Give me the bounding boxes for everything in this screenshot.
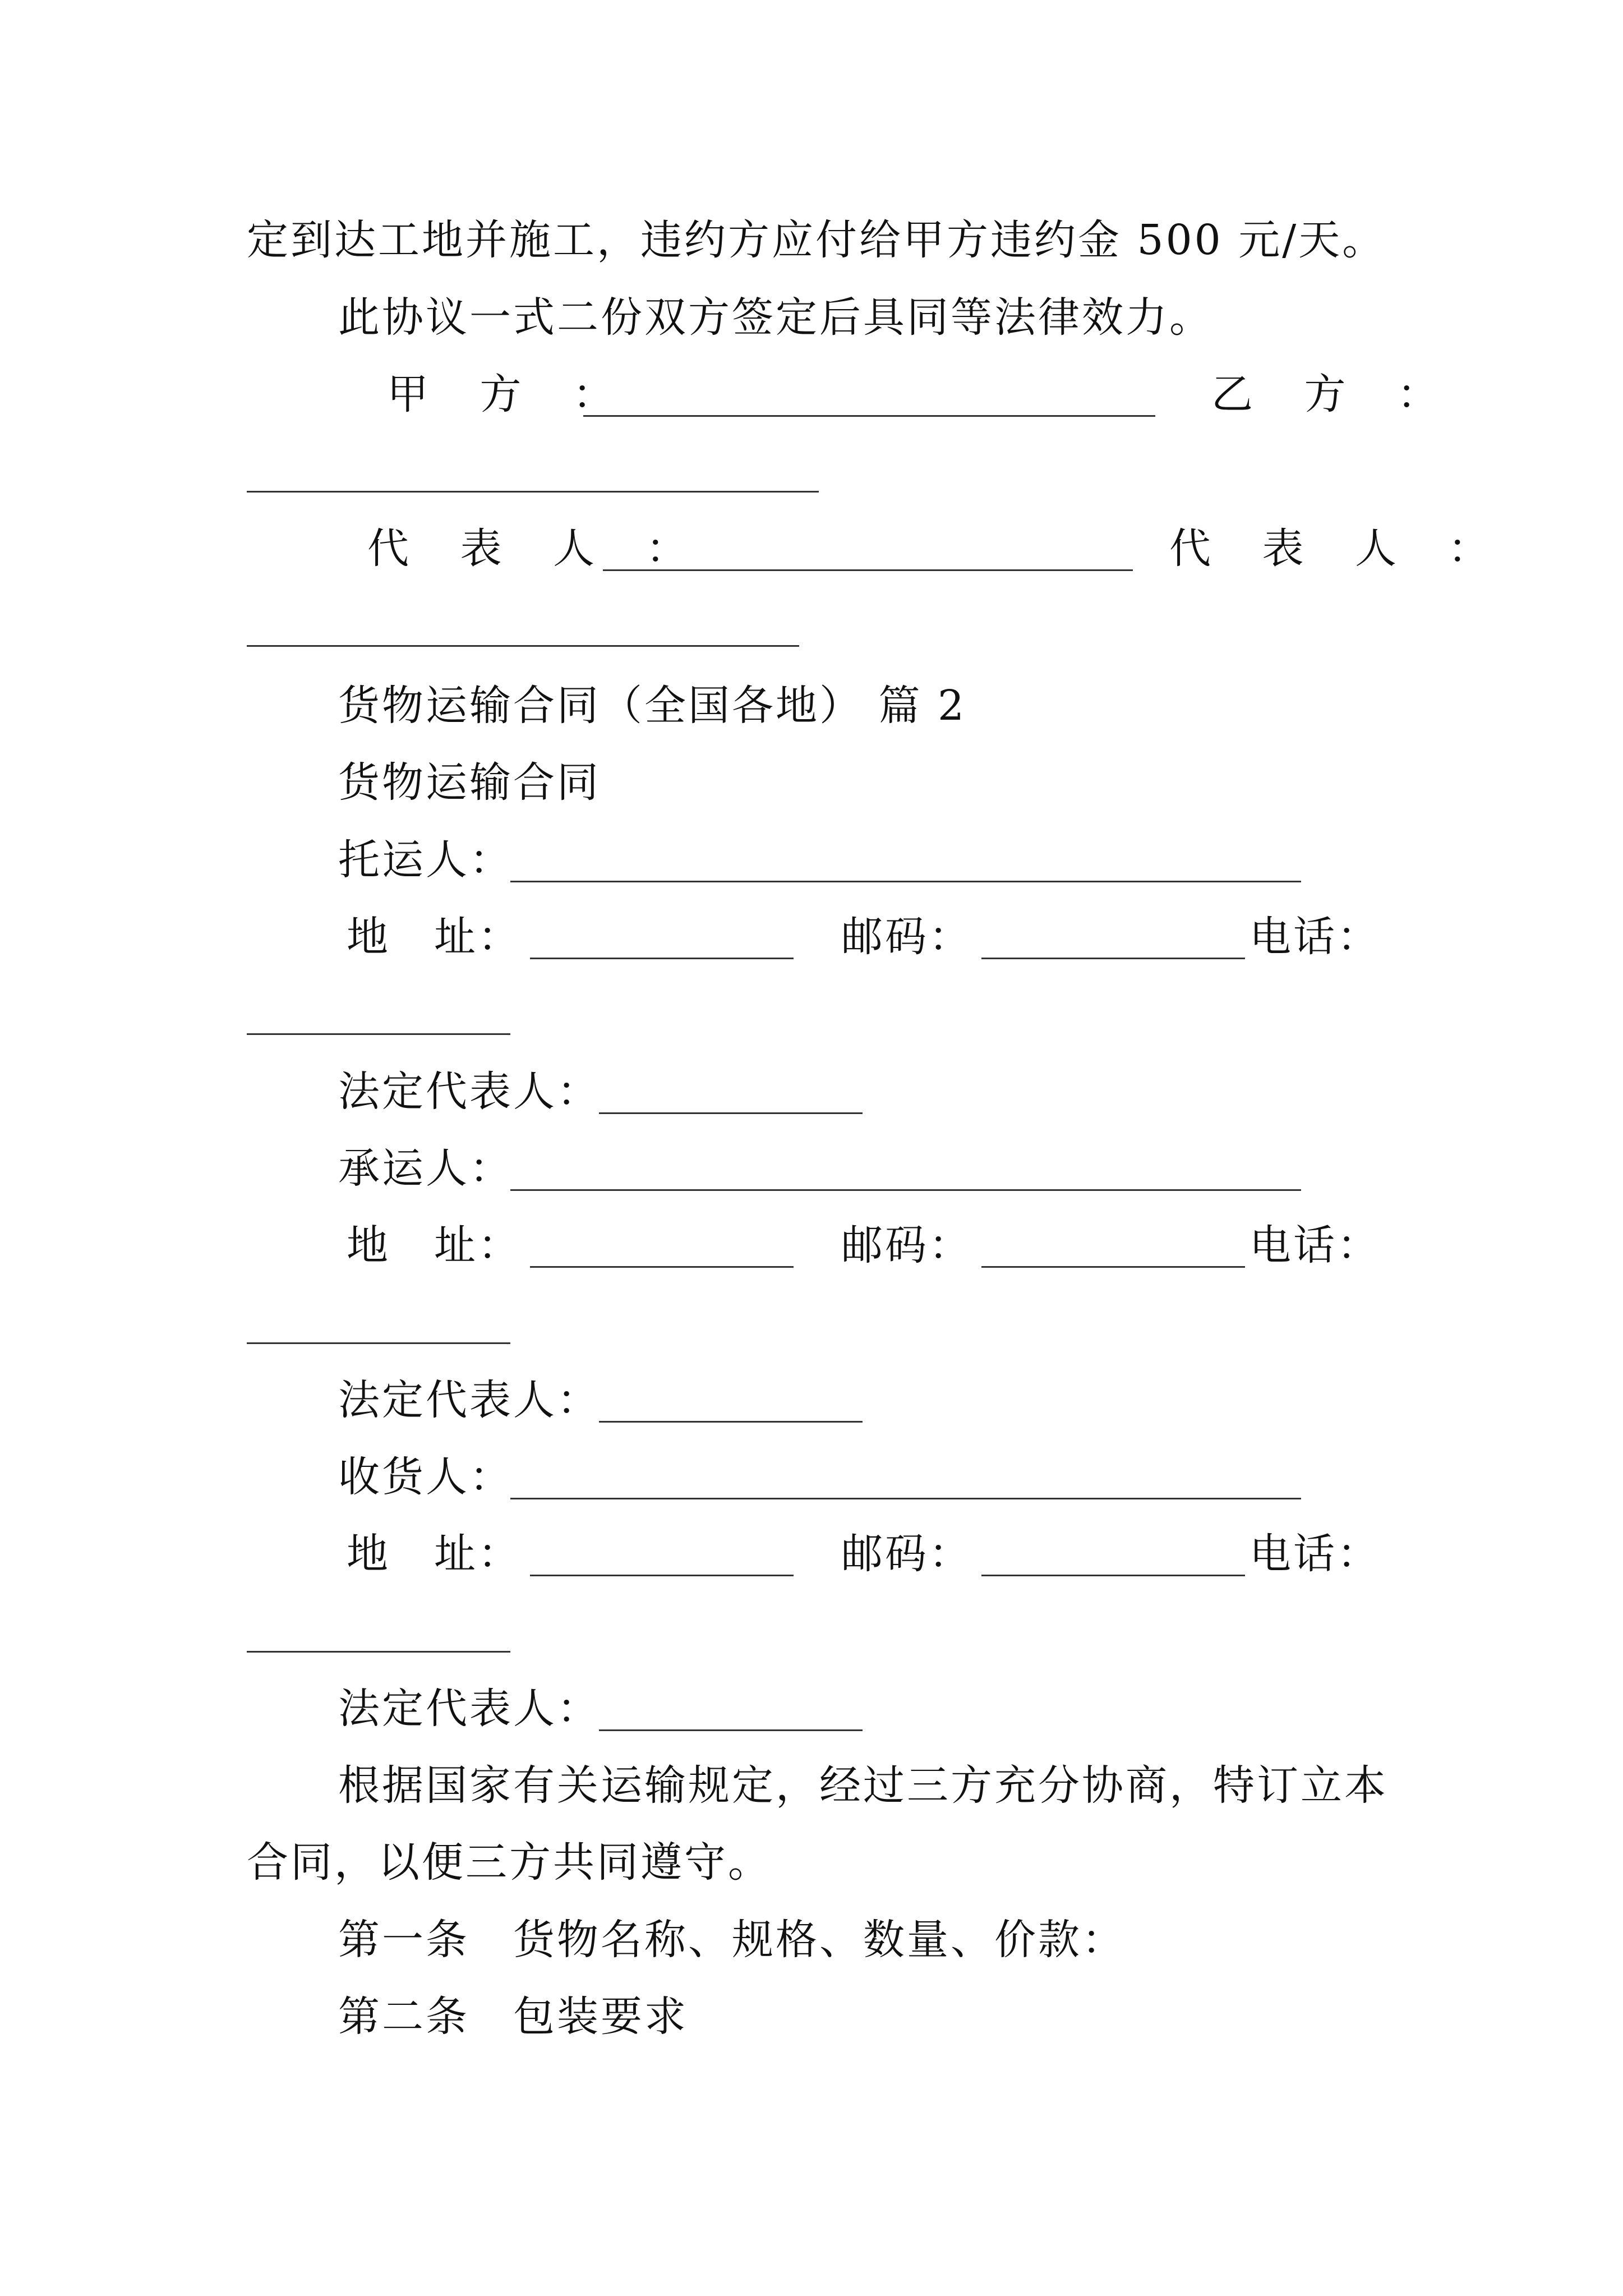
consignee-label: 收货人： xyxy=(338,1453,513,1501)
consignee-postcode-label: 邮码： xyxy=(841,1530,972,1578)
carrier-phone-label: 电话： xyxy=(1249,1221,1381,1269)
shipper-blank[interactable] xyxy=(510,881,1301,882)
party-b-label: 乙 方 ： xyxy=(1211,370,1458,418)
consignee-phone-label: 电话： xyxy=(1249,1530,1381,1578)
preamble-line-1: 根据国家有关运输规定，经过三方充分协商，特订立本 xyxy=(338,1761,1388,1810)
contract-title: 货物运输合同 xyxy=(338,758,601,807)
consignee-address-blank[interactable] xyxy=(530,1575,794,1576)
article-2: 第二条 包装要求 xyxy=(338,1993,688,2041)
rep-a-label: 代 表 人 ： xyxy=(367,524,707,573)
consignee-blank[interactable] xyxy=(510,1498,1301,1499)
shipper-postcode-blank[interactable] xyxy=(981,958,1245,959)
carrier-postcode-label: 邮码： xyxy=(841,1221,972,1269)
consignee-postcode-blank[interactable] xyxy=(981,1575,1245,1576)
text-line-effect: 此协议一式二份双方签定后具同等法律效力。 xyxy=(338,293,1213,342)
party-a-label: 甲 方 ： xyxy=(387,370,634,418)
shipper-postcode-label: 邮码： xyxy=(841,913,972,961)
consignee-address-label: 地 址： xyxy=(347,1530,522,1578)
text-line-penalty: 定到达工地并施工，违约方应付给甲方违约金 500 元/天。 xyxy=(247,216,1386,264)
section-heading: 货物运输合同（全国各地） 篇 2 xyxy=(338,682,967,730)
shipper-legal-rep-blank[interactable] xyxy=(599,1112,863,1114)
party-a-blank[interactable] xyxy=(583,415,1155,417)
carrier-postcode-blank[interactable] xyxy=(981,1266,1245,1268)
carrier-phone-blank[interactable] xyxy=(247,1342,510,1344)
preamble-line-2: 合同，以便三方共同遵守。 xyxy=(247,1838,772,1887)
carrier-address-blank[interactable] xyxy=(530,1266,794,1268)
shipper-phone-label: 电话： xyxy=(1249,913,1381,961)
rep-b-label: 代 表 人 ： xyxy=(1169,524,1509,573)
shipper-phone-blank[interactable] xyxy=(247,1033,510,1035)
shipper-address-blank[interactable] xyxy=(530,958,794,959)
shipper-legal-rep-label: 法定代表人： xyxy=(338,1068,601,1116)
carrier-label: 承运人： xyxy=(338,1144,513,1193)
article-1: 第一条 货物名称、规格、数量、价款： xyxy=(338,1916,1126,1964)
party-b-blank[interactable] xyxy=(247,491,819,493)
consignee-legal-rep-blank[interactable] xyxy=(599,1729,863,1731)
rep-b-blank[interactable] xyxy=(247,645,799,647)
shipper-address-label: 地 址： xyxy=(347,913,522,961)
carrier-blank[interactable] xyxy=(510,1189,1301,1191)
carrier-address-label: 地 址： xyxy=(347,1221,522,1269)
carrier-legal-rep-label: 法定代表人： xyxy=(338,1376,601,1424)
consignee-legal-rep-label: 法定代表人： xyxy=(338,1685,601,1733)
consignee-phone-blank[interactable] xyxy=(247,1651,510,1653)
rep-a-blank[interactable] xyxy=(603,569,1133,571)
carrier-legal-rep-blank[interactable] xyxy=(599,1421,863,1423)
shipper-label: 托运人： xyxy=(338,836,513,884)
